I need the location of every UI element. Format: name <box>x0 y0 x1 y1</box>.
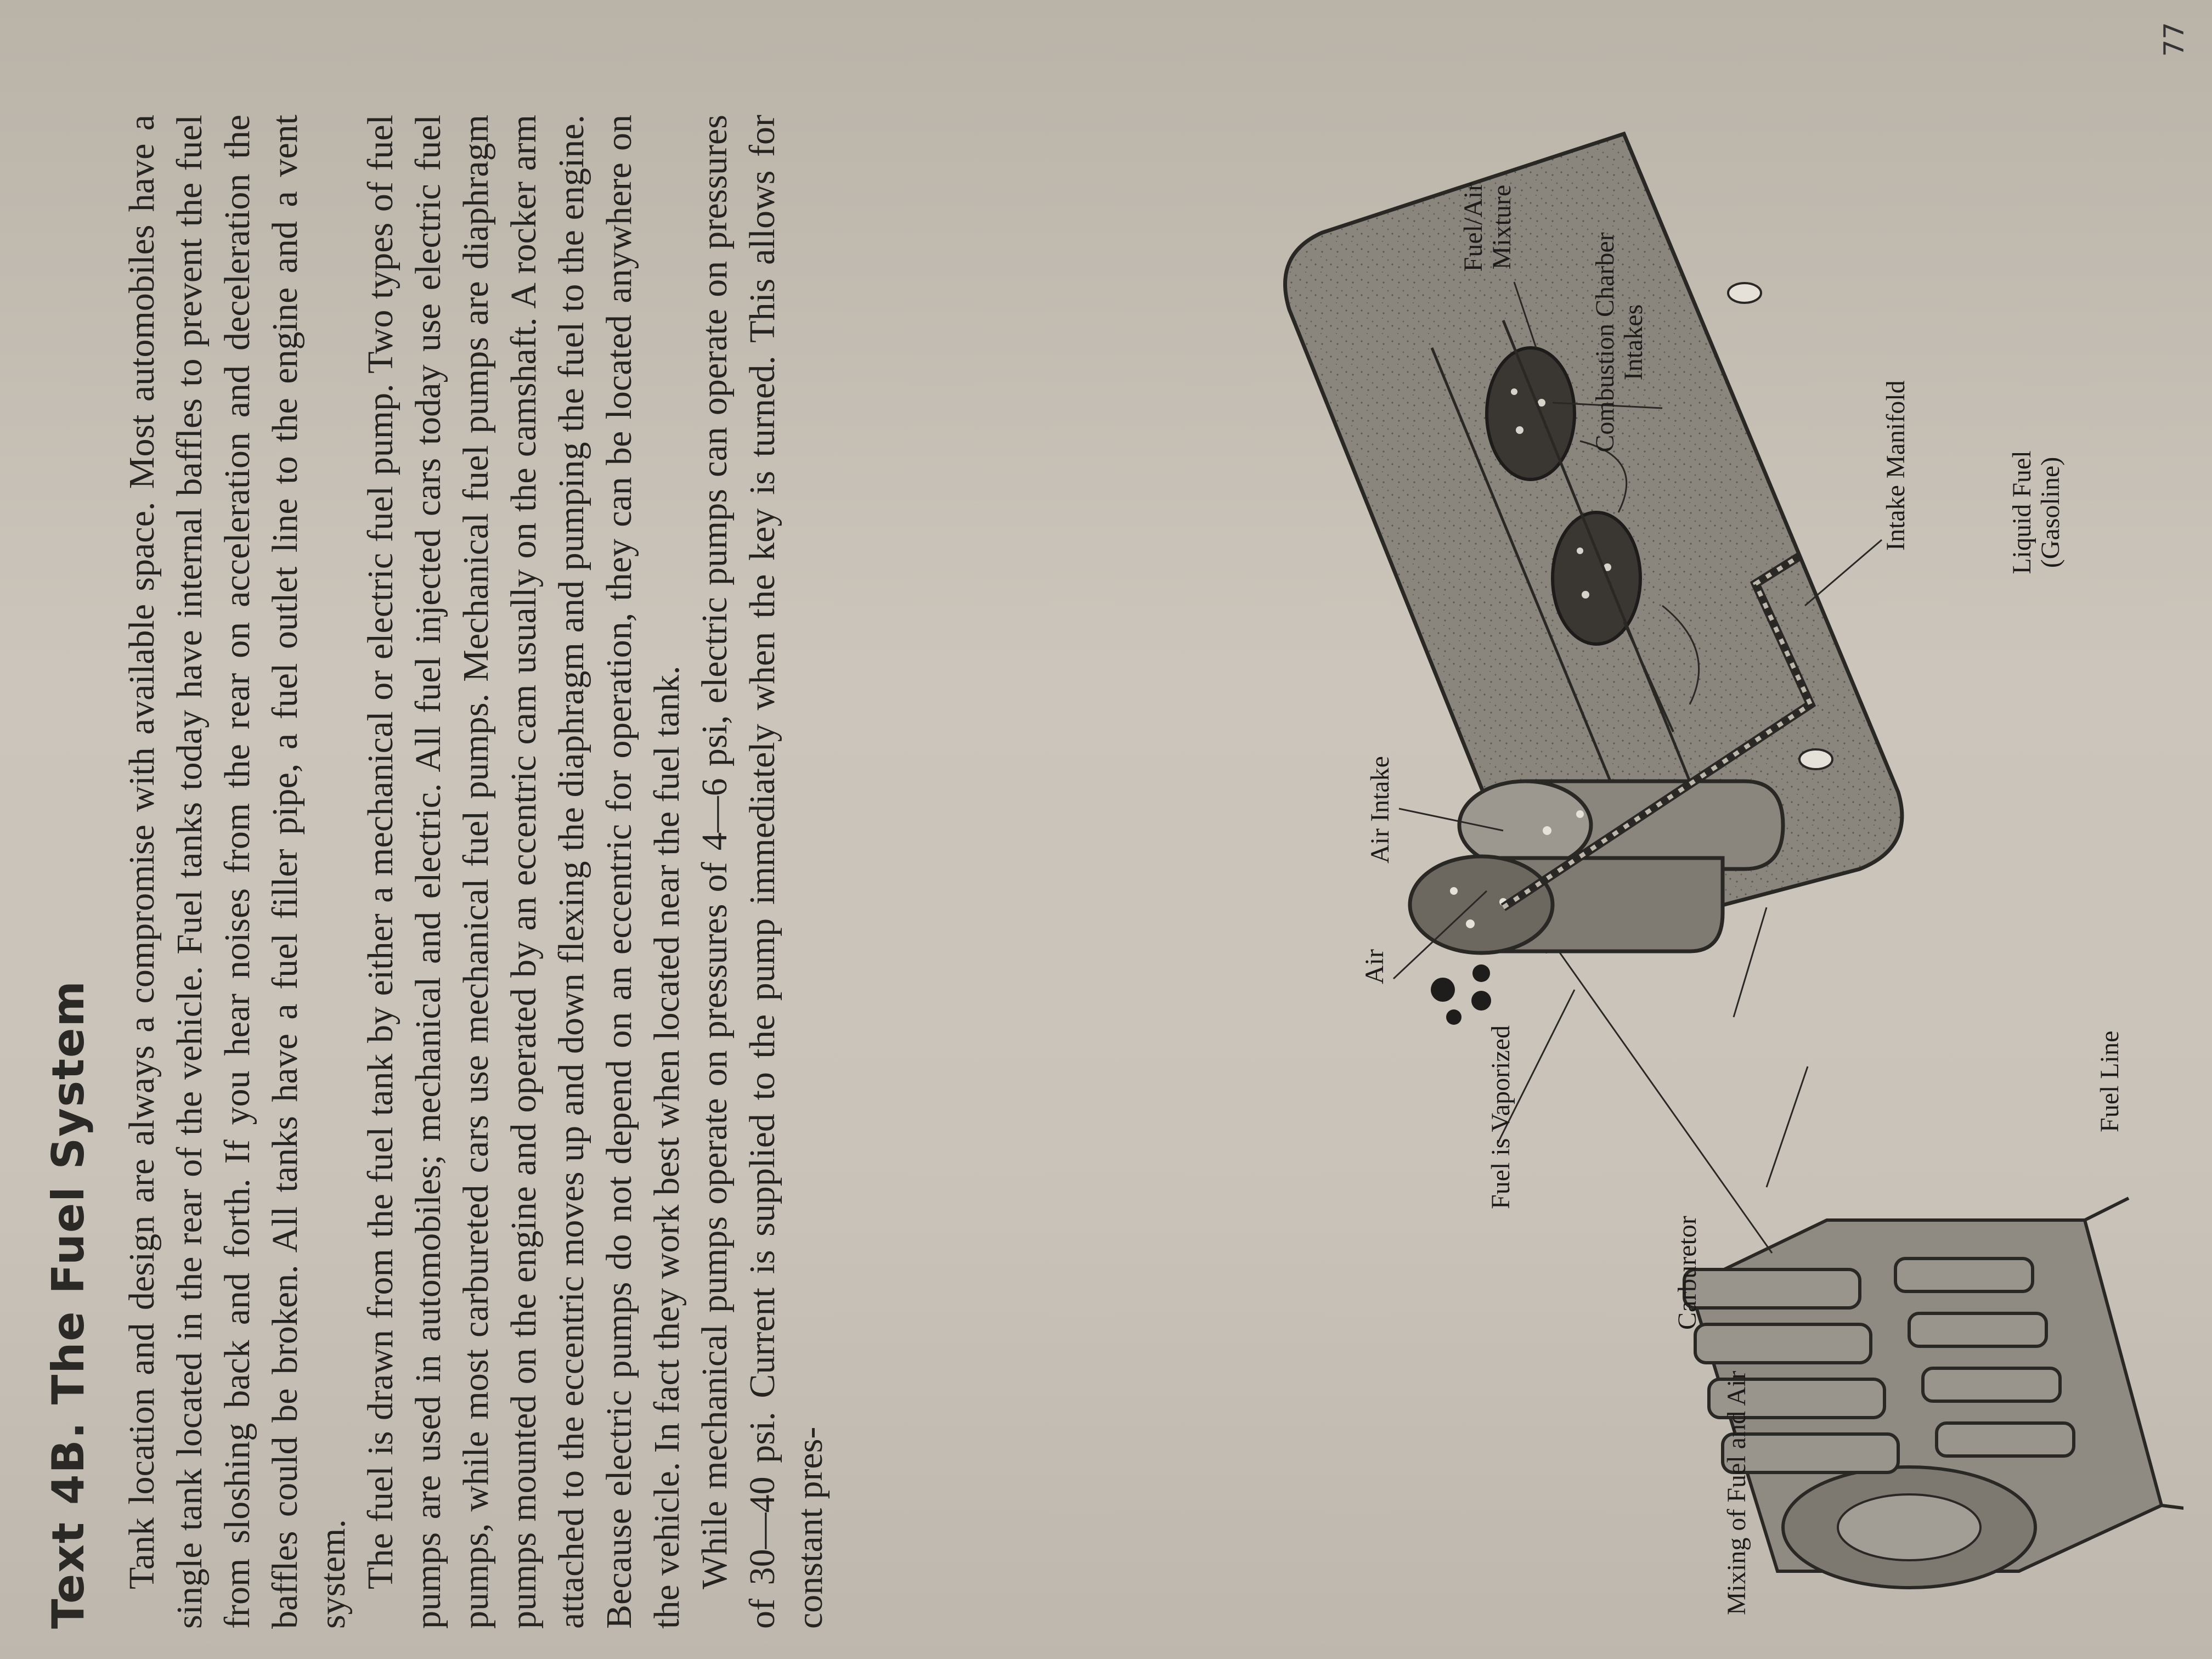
label-air: Air <box>1360 949 1389 984</box>
label-combustion-chamber-intakes: Combustion Charber Intakes <box>1590 232 1648 453</box>
paragraph-fuel-pumps: The fuel is drawn from the fuel tank by either a mechanical or electric fuel pump. Two types of fuel pumps are used in automobiles; mechanical and electric. All fuel injected cars today use electric fuel pumps, while most carbureted cars use mechanical fuel pumps. Mechanical fuel pumps are diaphragm pumps mounted on the engine and operated by an eccentric cam usually on the camshaft. A rocker arm attached to the eccentric moves up and down flexing the diaphragm and pumping the fuel to the engine. Because electric pumps do not depend on an eccentric for operation, they can be located anywhere on the vehicle. In fact they work best when located near the fuel tank. <box>360 115 687 1629</box>
engine-block-drawing <box>1684 1198 2183 1588</box>
carburetor-manifold-illustration <box>1196 46 2183 1637</box>
paragraph-pump-pressures: While mechanical pumps operate on pressures of 4—6 psi, electric pumps can operate on pressures of 30—40 psi. Current is supplied to the pump immediately when the key is turned. This allows for constant pres- <box>695 115 830 1629</box>
label-fuel-air-mixture: Fuel/Air Mixture <box>1459 182 1516 272</box>
label-carburetor: Carburetor <box>1673 1216 1702 1330</box>
label-fuel-is-vaporized: Fuel is Vaporized <box>1486 1025 1515 1209</box>
label-fuel-line: Fuel Line <box>2095 1030 2124 1132</box>
label-intake-manifold: Intake Manifold <box>1881 380 1910 551</box>
paragraph-tank-location: Tank location and design are always a compromise with available space. Most automobiles have a single tank located in the rear of the vehicle. Fuel tanks today have internal baffles to prevent the fuel from sloshing back and forth. If you hear noises from the rear on acceleration and deceleration the baffles could be broken. All tanks have a fuel filler pipe, a fuel outlet line to the engine and a vent system. <box>122 115 353 1629</box>
fuel-system-diagram <box>1196 46 2183 1637</box>
label-liquid-fuel: Liquid Fuel (Gasoline) <box>2007 450 2065 574</box>
page-number: 77 <box>2158 22 2190 57</box>
label-mixing-of-fuel-and-air: Mixing of Fuel and Air <box>1722 1370 1751 1615</box>
body-text <box>118 115 834 1629</box>
label-air-intake: Air Intake <box>1365 756 1395 864</box>
section-heading: Text 4B. The Fuel System <box>43 980 94 1629</box>
